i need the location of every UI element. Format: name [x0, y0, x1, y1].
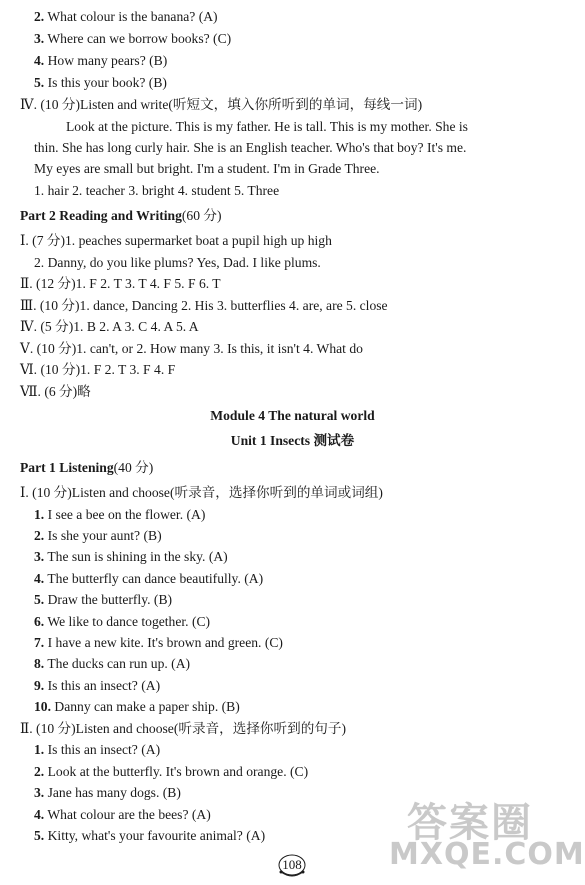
answer-line: 7. I have a new kite. It's brown and green. (C) — [34, 635, 283, 650]
answer-line: Ⅳ. (5 分)1. B 2. A 3. C 4. A 5. A — [20, 319, 199, 334]
section-heading: Ⅰ. (10 分)Listen and choose(听录音，选择你听到的单词或词组) — [20, 485, 383, 500]
answer-line: Ⅴ. (10 分)1. can't, or 2. How many 3. Is this, it isn't 4. What do — [20, 341, 363, 356]
answer-line: 6. We like to dance together. (C) — [34, 614, 211, 629]
answer-line: 9. Is this an insect? (A) — [34, 678, 161, 693]
part-heading: Part 1 Listening(40 分) — [20, 460, 154, 475]
answer-line: 4. The butterfly can dance beautifully. (A) — [34, 571, 264, 586]
answer-line: 5. Is this your book? (B) — [34, 75, 167, 90]
answer-line: 8. The ducks can run up. (A) — [34, 656, 191, 671]
section-heading: Ⅱ. (10 分)Listen and choose(听录音，选择你听到的句子) — [20, 721, 347, 736]
answer-line: Ⅶ. (6 分)略 — [20, 384, 91, 399]
answer-line: 1. Is this an insect? (A) — [34, 742, 161, 757]
passage-line: thin. She has long curly hair. She is an English teacher. Who's that boy? It's me. — [34, 140, 467, 155]
answer-line: 3. Jane has many dogs. (B) — [34, 785, 181, 800]
answer-line: 3. Where can we borrow books? (C) — [34, 31, 232, 46]
passage-line: Look at the picture. This is my father. He is tall. This is my mother. She is — [66, 119, 468, 134]
watermark: 答案圈 MXQE.COM — [389, 800, 585, 872]
answer-line: 4. How many pears? (B) — [34, 53, 168, 68]
page-number: 108 — [272, 852, 312, 878]
part-heading: Part 2 Reading and Writing(60 分) — [20, 208, 222, 223]
answer-line: 4. What colour are the bees? (A) — [34, 807, 211, 822]
answer-line: 5. Draw the butterfly. (B) — [34, 592, 173, 607]
answer-line: 1. hair 2. teacher 3. bright 4. student 5. Three — [34, 183, 280, 198]
answer-line: Ⅱ. (12 分)1. F 2. T 3. T 4. F 5. F 6. T — [20, 276, 221, 291]
answer-line: 2. Is she your aunt? (B) — [34, 528, 162, 543]
section-heading: Ⅳ. (10 分)Listen and write(听短文，填入你所听到的单词，每线一词) — [20, 97, 423, 112]
answer-line: 10. Danny can make a paper ship. (B) — [34, 699, 240, 714]
answer-line: 2. Danny, do you like plums? Yes, Dad. I like plums. — [34, 255, 321, 270]
answer-line: 5. Kitty, what's your favourite animal? (A) — [34, 828, 266, 843]
answer-line: 2. What colour is the banana? (A) — [34, 9, 218, 24]
answer-line: Ⅵ. (10 分)1. F 2. T 3. F 4. F — [20, 362, 176, 377]
answer-line: Ⅰ. (7 分)1. peaches supermarket boat a pupil high up high — [20, 233, 332, 248]
answer-line: 2. Look at the butterfly. It's brown and orange. (C) — [34, 764, 309, 779]
answer-line: 1. I see a bee on the flower. (A) — [34, 507, 206, 522]
passage-line: My eyes are small but bright. I'm a student. I'm in Grade Three. — [34, 161, 380, 176]
unit-title: Unit 1 Insects 测试卷 — [230, 433, 355, 448]
answer-line: 3. The sun is shining in the sky. (A) — [34, 549, 228, 564]
answer-line: Ⅲ. (10 分)1. dance, Dancing 2. His 3. butterflies 4. are, are 5. close — [20, 298, 388, 313]
module-title: Module 4 The natural world — [210, 408, 375, 423]
